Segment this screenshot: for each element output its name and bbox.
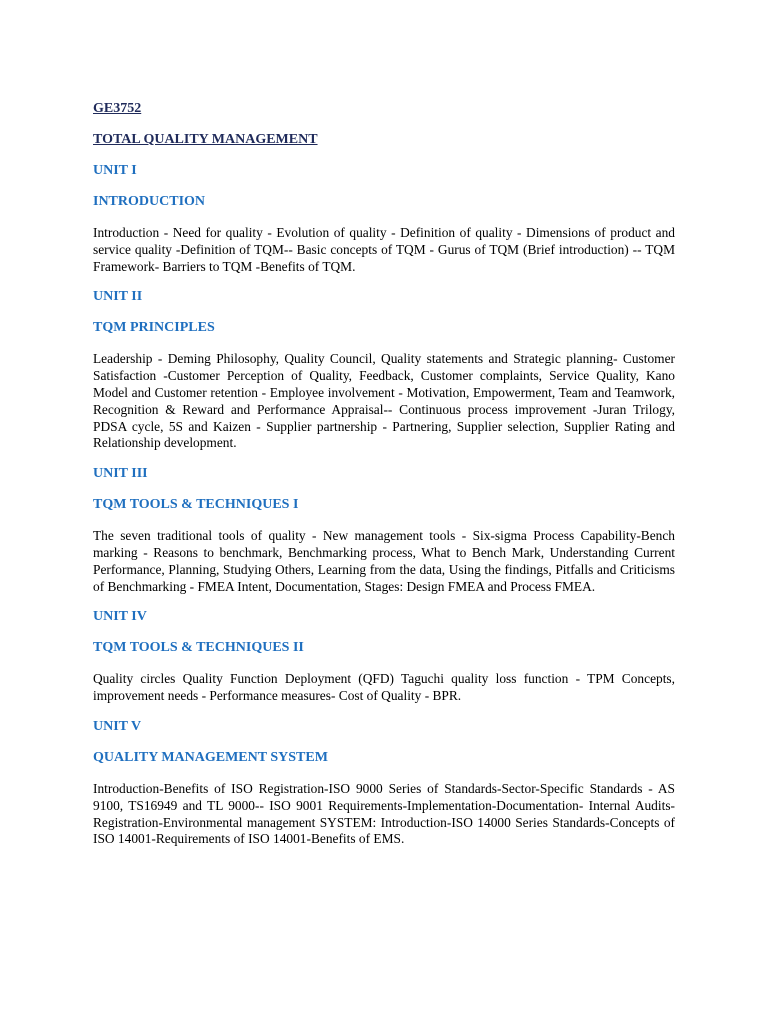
unit-section-5 (93, 719, 675, 848)
unit-title: QUALITY MANAGEMENT SYSTEM (93, 749, 328, 765)
unit-body: Introduction-Benefits of ISO Registration-ISO 9000 Series of Standards-Sector-Specific Standards - AS 9100, TS16949 and TL 9000-- ISO 9001 Requirements-Implementation-Documentation- Internal Audits-Registration-Environmental management SYSTEM: Introduction-ISO 14000 Series Standards-Concepts of ISO 14001-Requirements of ISO 14001-Benefits of EMS. (93, 780, 675, 847)
unit-body: Introduction - Need for quality - Evolution of quality - Definition of quality - Dimensions of product and service quality -Definition of TQM-- Basic concepts of TQM - Gurus of TQM (Brief introduction) -- TQM Framework- Barriers to TQM -Benefits of TQM. (93, 225, 675, 274)
unit-label: UNIT II (93, 289, 143, 305)
unit-label: UNIT IV (93, 609, 147, 625)
syllabus-document (93, 101, 675, 862)
unit-body: The seven traditional tools of quality - New management tools - Six-sigma Process Capability-Bench marking - Reasons to benchmark, Benchmarking process, What to Bench Mark, Understanding Current Performance, Planning, Studying Others, Learning from the data, Using the findings, Pitfalls and Criticisms of Benchmarking - FMEA Intent, Documentation, Stages: Design FMEA and Process FMEA. (93, 528, 675, 594)
unit-title: TQM TOOLS & TECHNIQUES II (93, 640, 304, 656)
unit-title: TQM TOOLS & TECHNIQUES I (93, 497, 299, 513)
unit-section-2 (93, 289, 675, 452)
unit-body: Leadership - Deming Philosophy, Quality Council, Quality statements and Strategic planning- Customer Satisfaction -Customer Perception of Quality, Feedback, Customer complaints, Service Quality, Kano Model and Customer retention - Employee involvement - Motivation, Empowerment, Team and Teamwork, Recognition & Reward and Performance Appraisal-- Continuous process improvement -Juran Trilogy, PDSA cycle, 5S and Kaizen - Supplier partnership - Partnering, Supplier selection, Supplier Rating and Relationship development. (93, 351, 675, 451)
unit-title: INTRODUCTION (93, 194, 206, 209)
course-title: TOTAL QUALITY MANAGEMENT (93, 132, 318, 147)
unit-section-3 (93, 466, 675, 595)
unit-title: TQM PRINCIPLES (93, 320, 215, 336)
unit-label: UNIT III (93, 466, 148, 482)
unit-label: UNIT V (93, 718, 142, 734)
unit-section-1 (93, 163, 675, 275)
unit-section-4 (93, 609, 675, 705)
unit-label: UNIT I (93, 163, 137, 178)
unit-body: Quality circles Quality Function Deployment (QFD) Taguchi quality loss function - TPM Concepts, improvement needs - Performance measures- Cost of Quality - BPR. (93, 671, 675, 704)
course-code: GE3752 (93, 101, 142, 116)
